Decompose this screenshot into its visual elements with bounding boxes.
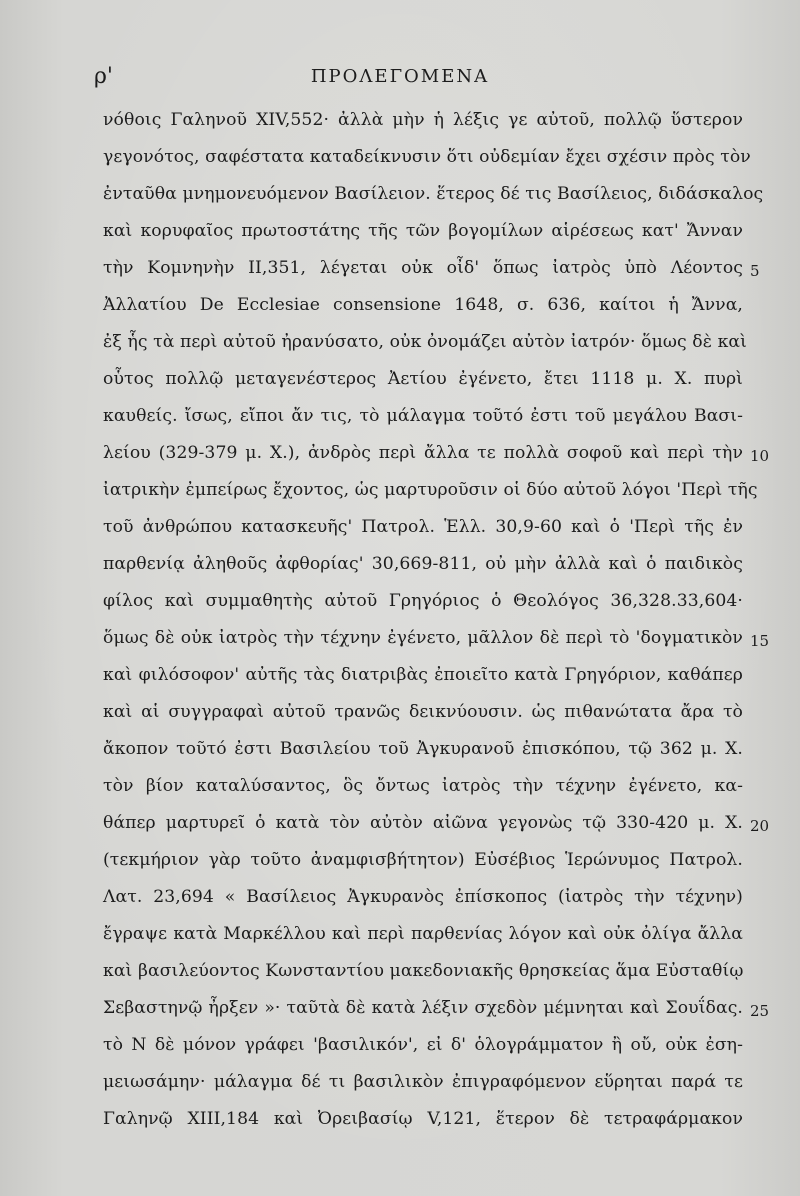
line-number: 15	[750, 632, 770, 650]
text-line: καὶ κορυφαῖος πρωτοστάτης τῆς τῶν βογομίλων αἱρέσεως κατ' Ἄνναν	[103, 221, 743, 241]
text-line: τὴν Κομνηνὴν II,351, λέγεται οὐκ οἶδ' ὅπως ἰατρὸς ὑπὸ Λέοντος	[103, 258, 743, 278]
text-line: ἔγραψε κατὰ Μαρκέλλου καὶ περὶ παρθενίας λόγον καὶ οὐκ ὀλίγα ἄλλα	[103, 924, 743, 944]
page-folio: ρ'	[94, 64, 113, 89]
text-line: τοῦ ἀνθρώπου κατασκευῆς' Πατρολ. Ἑλλ. 30,9-60 καὶ ὁ 'Περὶ τῆς ἐν	[103, 517, 743, 537]
running-head: ΠΡΟΛΕΓΟΜΕΝΑ	[310, 66, 490, 87]
text-line: (τεκμήριον γὰρ τοῦτο ἀναμφισβήτητον) Εὐσέβιος Ἱερώνυμος Πατρολ.	[103, 850, 743, 870]
text-line: φίλος καὶ συμμαθητὴς αὐτοῦ Γρηγόριος ὁ Θεολόγος 36,328.33,604·	[103, 591, 743, 611]
text-line: θάπερ μαρτυρεῖ ὁ κατὰ τὸν αὐτὸν αἰῶνα γεγονὼς τῷ 330-420 μ. Χ.	[103, 813, 743, 833]
text-line: λείου (329-379 μ. Χ.), ἀνδρὸς περὶ ἄλλα τε πολλὰ σοφοῦ καὶ περὶ τὴν	[103, 443, 743, 463]
text-line: γεγονότος, σαφέστατα καταδείκνυσιν ὅτι οὐδεμίαν ἔχει σχέσιν πρὸς τὸν	[103, 147, 751, 167]
line-number: 5	[750, 262, 760, 280]
text-line: τὸ Ν δὲ μόνον γράφει 'βασιλικόν', εἰ δ' ὁλογράμματον ἢ οὔ, οὐκ ἐση-	[103, 1035, 743, 1055]
line-number: 10	[750, 447, 770, 465]
text-line: ἄκοπον τοῦτό ἐστι Βασιλείου τοῦ Ἀγκυρανοῦ ἐπισκόπου, τῷ 362 μ. Χ.	[103, 739, 743, 759]
text-line: νόθοις Γαληνοῦ XIV,552· ἀλλὰ μὴν ἡ λέξις γε αὐτοῦ, πολλῷ ὕστερον	[103, 110, 743, 130]
text-line: τὸν βίον καταλύσαντος, ὃς ὄντως ἰατρὸς τὴν τέχνην ἐγένετο, κα-	[103, 776, 743, 796]
text-line: ἐνταῦθα μνημονευόμενον Βασίλειον. ἕτερος δέ τις Βασίλειος, διδάσκαλος	[103, 184, 764, 204]
text-line: παρθενίᾳ ἀληθοῦς ἀφθορίας' 30,669-811, οὐ μὴν ἀλλὰ καὶ ὁ παιδικὸς	[103, 554, 743, 574]
text-line: ἐξ ἧς τὰ περὶ αὐτοῦ ἠρανύσατο, οὐκ ὀνομάζει αὐτὸν ἰατρόν· ὅμως δὲ καὶ	[103, 332, 747, 352]
text-line: Σεβαστηνῷ ἦρξεν »· ταῦτὰ δὲ κατὰ λέξιν σχεδὸν μέμνηται καὶ Σουΐδας.	[103, 998, 743, 1018]
text-line: Ἀλλατίου De Ecclesiae consensione 1648, σ. 636, καίτοι ἡ Ἄννα,	[103, 295, 743, 315]
text-line: καὶ φιλόσοφον' αὐτῆς τὰς διατριβὰς ἐποιεῖτο κατὰ Γρηγόριον, καθάπερ	[103, 665, 743, 685]
text-line: Λατ. 23,694 « Βασίλειος Ἀγκυρανὸς ἐπίσκοπος (ἰατρὸς τὴν τέχνην)	[103, 887, 743, 907]
line-number: 20	[750, 817, 770, 835]
text-line: ὅμως δὲ οὐκ ἰατρὸς τὴν τέχνην ἐγένετο, μᾶλλον δὲ περὶ τὸ 'δογματικὸν	[103, 628, 743, 648]
text-line: Γαληνῷ XIII,184 καὶ Ὀρειβασίῳ V,121, ἕτερον δὲ τετραφάρμακον	[103, 1109, 743, 1129]
line-number: 25	[750, 1002, 770, 1020]
text-line: ἰατρικὴν ἐμπείρως ἔχοντος, ὡς μαρτυροῦσιν οἱ δύο αὐτοῦ λόγοι 'Περὶ τῆς	[103, 480, 758, 500]
text-line: καὶ αἱ συγγραφαὶ αὐτοῦ τρανῶς δεικνύουσιν. ὡς πιθανώτατα ἄρα τὸ	[103, 702, 743, 722]
text-line: καὶ βασιλεύοντος Κωνσταντίου μακεδονιακῆς θρησκείας ἅμα Εὐσταθίῳ	[103, 961, 744, 981]
text-line: μειωσάμην· μάλαγμα δέ τι βασιλικὸν ἐπιγραφόμενον εὕρηται παρά τε	[103, 1072, 743, 1092]
text-line: καυθείς. ἴσως, εἴποι ἄν τις, τὸ μάλαγμα τοῦτό ἐστι τοῦ μεγάλου Βασι-	[103, 406, 743, 426]
text-line: οὗτος πολλῷ μεταγενέστερος Ἀετίου ἐγένετο, ἔτει 1118 μ. Χ. πυρὶ	[103, 369, 743, 389]
